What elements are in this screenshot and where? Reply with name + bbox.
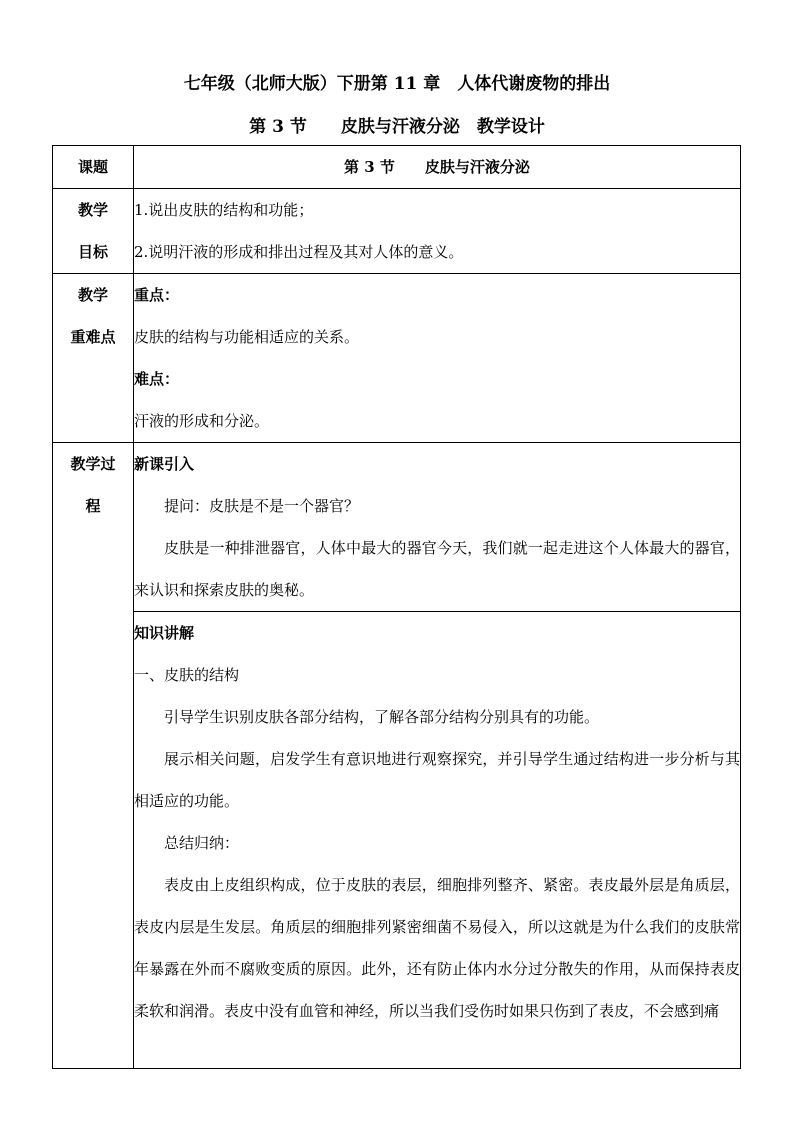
key-points-row <box>53 274 741 443</box>
intro-question: 提问：皮肤是不是一个器官？ <box>164 497 360 515</box>
knowledge-row <box>53 612 741 1069</box>
difficulty-text: 汗液的形成和分泌。 <box>134 412 270 430</box>
intro-cell <box>134 443 741 612</box>
process-label-line-1: 教学过 <box>70 455 116 473</box>
topic-label: 课题 <box>77 158 108 176</box>
paragraph-3: 表皮由上皮组织构成，位于皮肤的表层，细胞排列整齐、紧密。表皮最外层是角质层，表皮内层是生发层。角质层的细胞排列紧密细菌不易侵入，所以这就是为什么我们的皮肤常年暴露在外而不腐败变质的原因。此外，还有防止体内水分过分散失的作用，从而保持表皮柔软和润滑。表皮中没有血管和神经，所以当我们受伤时如果只伤到了表皮，不会感到痛 <box>134 876 740 1020</box>
knowledge-title: 知识讲解 <box>134 624 195 642</box>
key-points-label-cell <box>53 274 134 443</box>
key-point-text: 皮肤的结构与功能相适应的关系。 <box>134 328 360 346</box>
intro-row <box>53 443 741 612</box>
difficulty-title: 难点： <box>134 370 180 388</box>
topic-label-cell <box>53 146 134 189</box>
summary-label: 总结归纳： <box>164 834 240 852</box>
goals-label-line-2: 目标 <box>77 243 108 261</box>
process-label-cell <box>53 443 134 1069</box>
topic-value-cell <box>134 146 741 189</box>
goal-item-2: 2.说明汗液的形成和排出过程及其对人体的意义。 <box>134 243 464 261</box>
key-points-label-line-1: 教学 <box>77 286 108 304</box>
key-point-title: 重点： <box>134 286 180 304</box>
key-points-label-line-2: 重难点 <box>70 328 116 346</box>
intro-title: 新课引入 <box>134 455 195 473</box>
process-label-line-2: 程 <box>85 497 101 515</box>
document-subtitle: 第 3 节 皮肤与汗液分泌 教学设计 <box>249 117 545 137</box>
section-heading: 一、皮肤的结构 <box>134 666 240 684</box>
topic-row <box>53 146 741 189</box>
topic-value: 第 3 节 皮肤与汗液分泌 <box>344 158 530 176</box>
goals-cell <box>134 189 741 274</box>
goals-row <box>53 189 741 274</box>
document-title: 七年级（北师大版）下册第 11 章 人体代谢废物的排出 <box>183 74 611 94</box>
paragraph-1: 引导学生识别皮肤各部分结构，了解各部分结构分别具有的功能。 <box>164 708 600 726</box>
knowledge-cell <box>134 612 741 1069</box>
lesson-plan-table <box>52 145 741 1069</box>
goals-label-line-1: 教学 <box>77 201 108 219</box>
key-points-cell <box>134 274 741 443</box>
paragraph-2: 展示相关问题，启发学生有意识地进行观察探究，并引导学生通过结构进一步分析与其相适应的功能。 <box>134 750 740 810</box>
goals-label-cell <box>53 189 134 274</box>
goal-item-1: 1.说出皮肤的结构和功能； <box>134 201 314 219</box>
intro-text: 皮肤是一种排泄器官，人体中最大的器官今天，我们就一起走进这个人体最大的器官，来认识和探索皮肤的奥秘。 <box>134 539 740 599</box>
